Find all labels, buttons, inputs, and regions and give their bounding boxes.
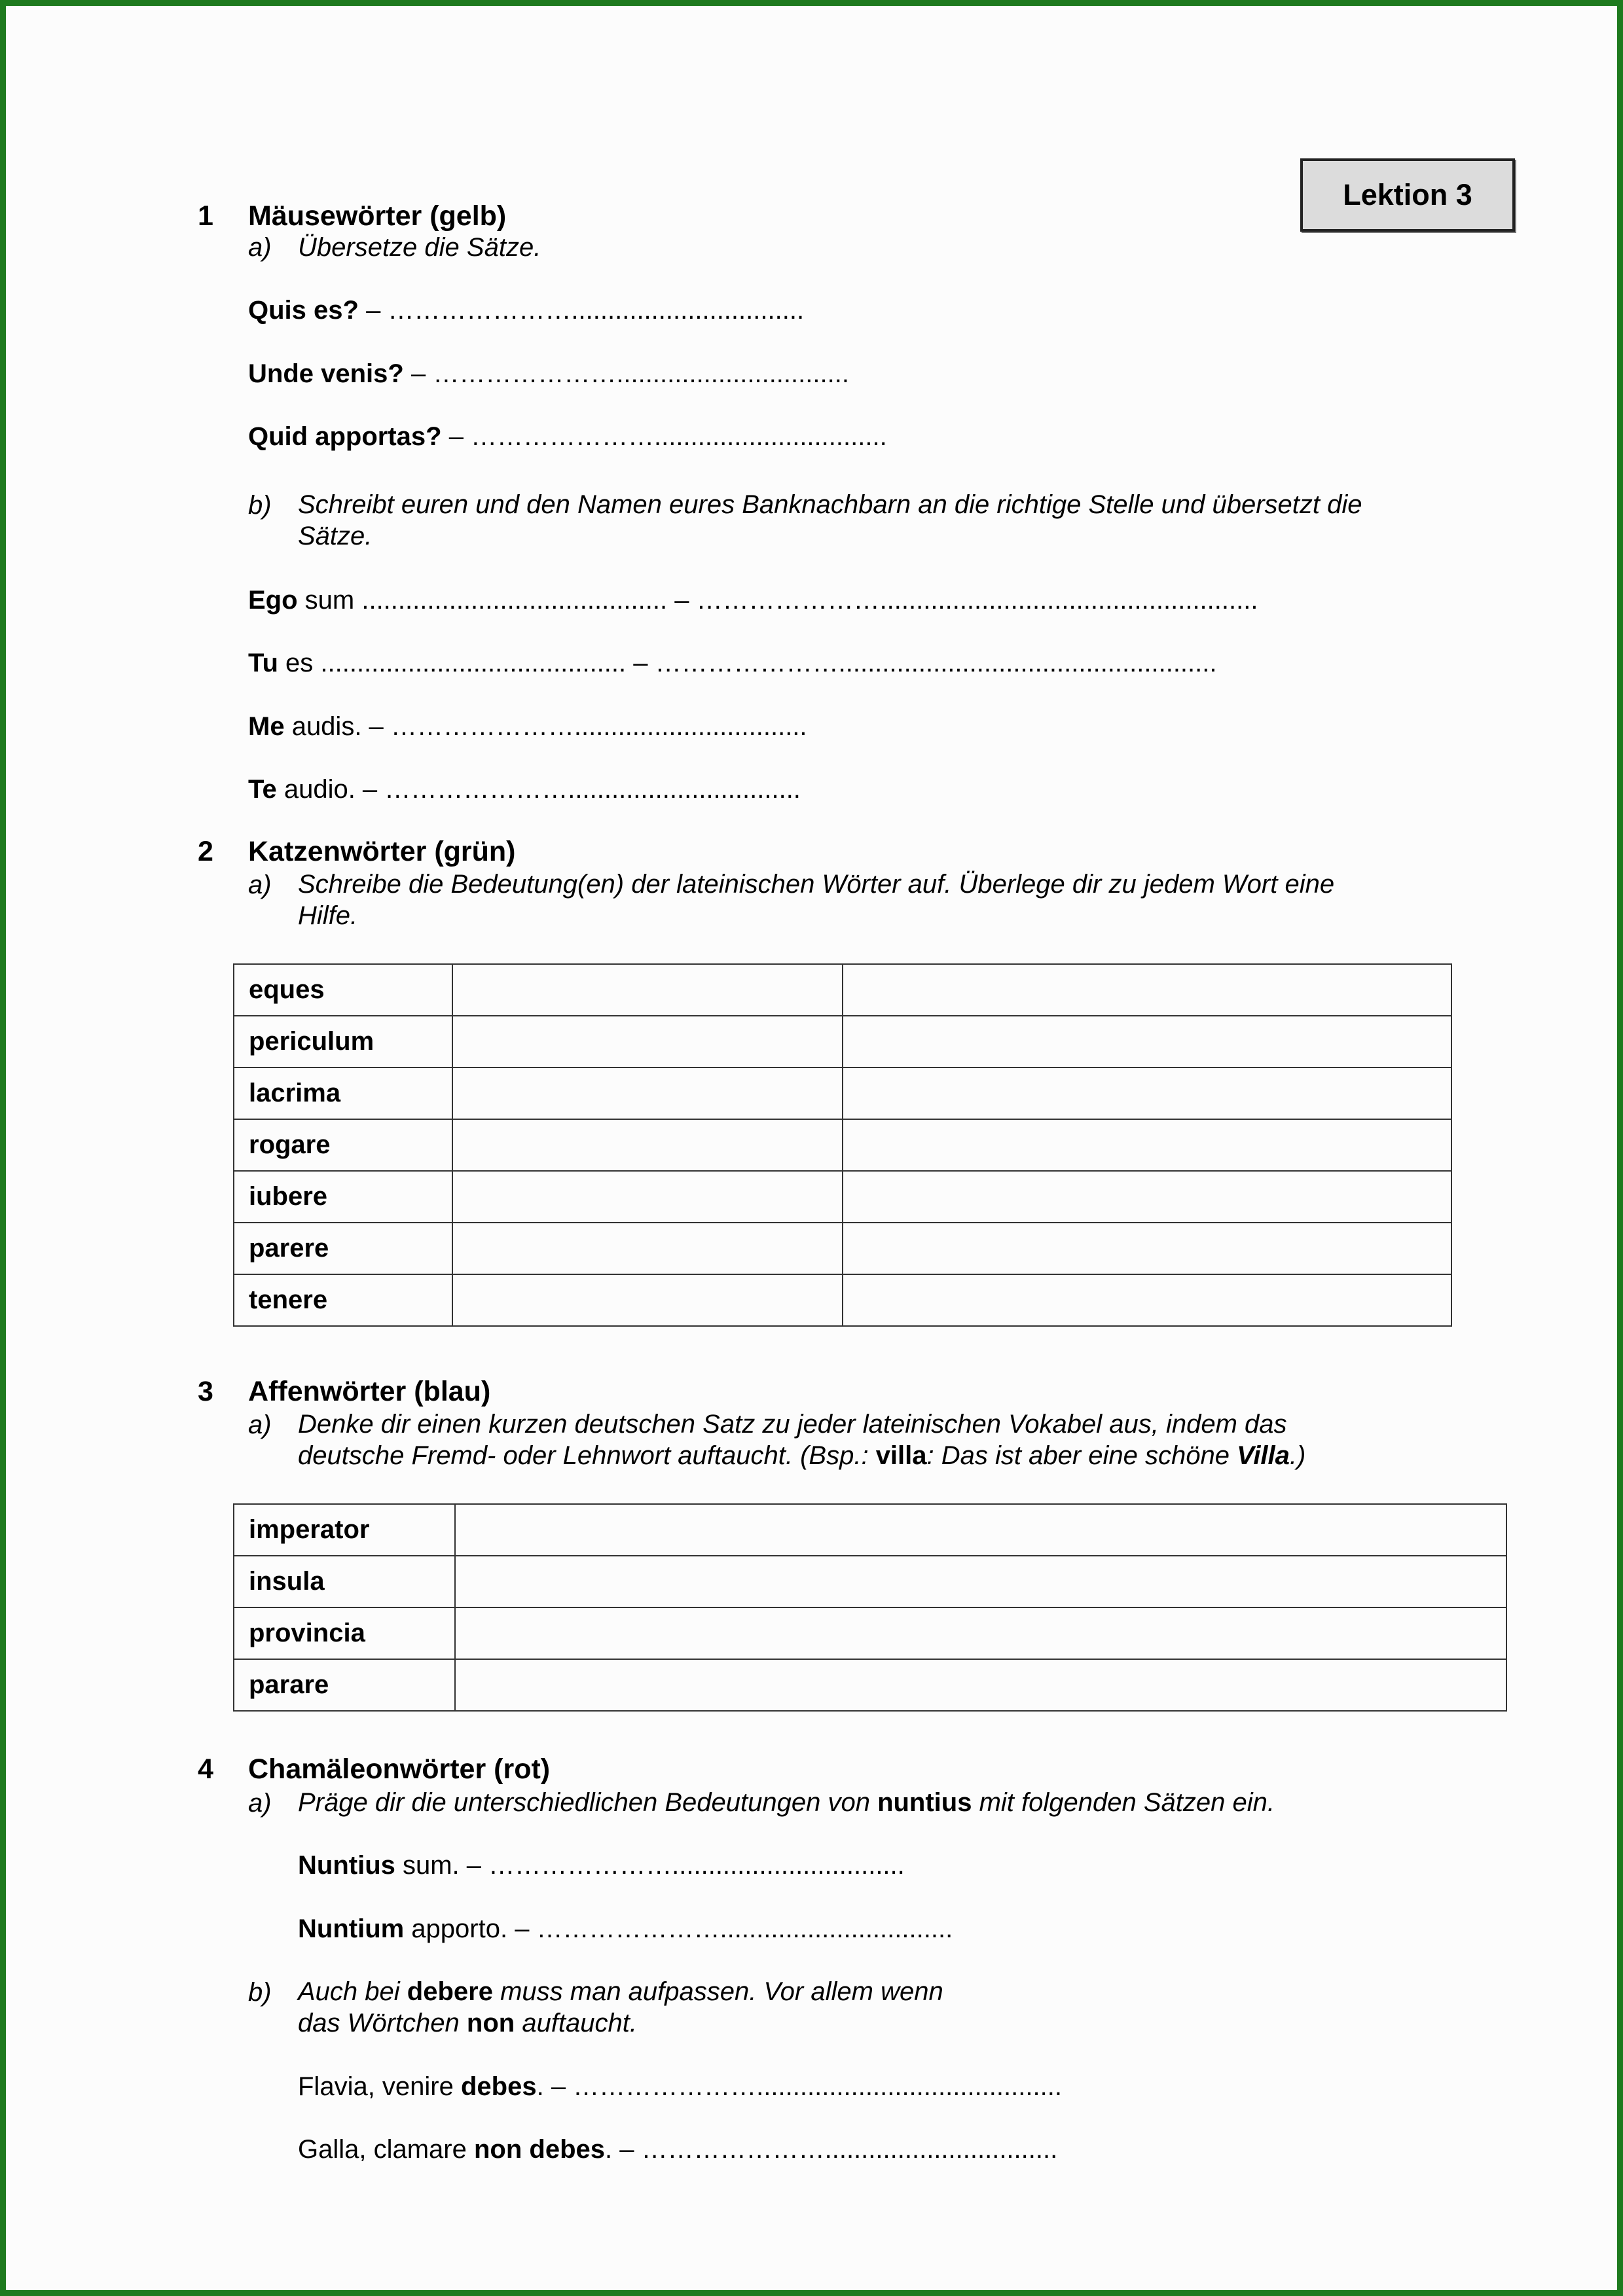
section-3a-instruction-line-2	[298, 1440, 1305, 1471]
latin-phrase: Quid apportas?	[248, 422, 442, 451]
exercise-line-nuntium[interactable]	[298, 1912, 953, 1945]
vocab-word-cell: insula	[234, 1556, 455, 1607]
table-row	[234, 1274, 1451, 1326]
section-4a-instruction	[298, 1787, 1275, 1818]
answer-cell[interactable]	[452, 1274, 843, 1326]
section-1b-instruction-line-1: Schreibt euren und den Namen eures Banknachbarn an die richtige Stelle und übersetzt die	[298, 490, 1362, 519]
section-2a-label: a)	[248, 870, 272, 899]
instr-text: auftaucht.	[515, 2009, 637, 2037]
exercise-line-quis[interactable]	[248, 294, 804, 327]
instr-text: : Das ist aber eine schöne	[926, 1441, 1237, 1470]
answer-cell[interactable]	[452, 1119, 843, 1171]
answer-cell[interactable]	[455, 1659, 1506, 1711]
affen-vocab-table	[233, 1503, 1507, 1712]
answer-cell[interactable]	[452, 964, 843, 1016]
vocab-word-cell: imperator	[234, 1504, 455, 1556]
section-4b-instruction-line-1	[298, 1976, 943, 2007]
vocab-word-cell: iubere	[234, 1171, 452, 1223]
section-1-title: Mäusewörter (gelb)	[248, 200, 507, 232]
answer-dots: apporto. – …………………................................	[404, 1914, 953, 1943]
latin-phrase: Unde venis?	[248, 359, 404, 388]
exercise-line-tu[interactable]	[248, 647, 1217, 679]
latin-word: non debes	[473, 2135, 606, 2164]
table-row	[234, 1067, 1451, 1119]
keyword-nuntius: nuntius	[877, 1788, 972, 1817]
instr-text: Auch bei	[298, 1977, 407, 2006]
example-word-german: Villa	[1237, 1441, 1290, 1470]
exercise-line-galla[interactable]	[298, 2133, 1057, 2166]
exercise-line-quid[interactable]	[248, 420, 887, 453]
answer-dots: – …………………................................	[441, 422, 887, 451]
instr-text: mit folgenden Sätzen ein.	[972, 1788, 1275, 1817]
latin-word: Nuntius	[298, 1851, 395, 1880]
table-row	[234, 1223, 1451, 1274]
vocab-word-cell: parere	[234, 1223, 452, 1274]
answer-dots: – …………………................................	[358, 296, 805, 325]
vocab-word-cell: provincia	[234, 1607, 455, 1659]
exercise-line-te[interactable]	[248, 773, 801, 806]
keyword-debere: debere	[407, 1977, 493, 2006]
exercise-line-nuntius[interactable]	[298, 1849, 905, 1882]
answer-dots: . – …………………..........................................	[536, 2072, 1062, 2101]
answer-cell[interactable]	[455, 1556, 1506, 1607]
exercise-line-me[interactable]	[248, 710, 807, 743]
latin-word: Te	[248, 775, 277, 804]
sentence-text: Galla, clamare	[298, 2135, 474, 2164]
answer-dots: audio. – …………………................................	[276, 775, 801, 804]
section-3-title: Affenwörter (blau)	[248, 1376, 491, 1407]
table-row	[234, 1171, 1451, 1223]
instr-text: .)	[1289, 1441, 1306, 1470]
katzen-vocab-table	[233, 963, 1452, 1327]
vocab-word-cell: parare	[234, 1659, 455, 1711]
exercise-line-ego[interactable]	[248, 584, 1258, 617]
latin-phrase: Quis es?	[248, 296, 359, 325]
section-1a-label: a)	[248, 233, 272, 262]
hint-cell[interactable]	[843, 1016, 1451, 1067]
table-row	[234, 1556, 1506, 1607]
table-row	[234, 1659, 1506, 1711]
latin-word: Nuntium	[298, 1914, 405, 1943]
hint-cell[interactable]	[843, 1223, 1451, 1274]
answer-cell[interactable]	[455, 1504, 1506, 1556]
answer-cell[interactable]	[452, 1223, 843, 1274]
section-1a-instruction: Übersetze die Sätze.	[298, 233, 541, 262]
vocab-word-cell: tenere	[234, 1274, 452, 1326]
hint-cell[interactable]	[843, 1171, 1451, 1223]
keyword-non: non	[466, 2009, 515, 2037]
section-4a-label: a)	[248, 1789, 272, 1818]
section-4b-label: b)	[248, 1978, 272, 2007]
section-3a-label: a)	[248, 1410, 272, 1439]
hint-cell[interactable]	[843, 964, 1451, 1016]
vocab-word-cell: eques	[234, 964, 452, 1016]
exercise-line-unde[interactable]	[248, 357, 849, 390]
table-row	[234, 1016, 1451, 1067]
table-row	[234, 1607, 1506, 1659]
table-row	[234, 964, 1451, 1016]
latin-word: Ego	[248, 586, 298, 615]
sentence-text: Flavia, venire	[298, 2072, 461, 2101]
table-row	[234, 1119, 1451, 1171]
section-2a-instruction-line-1: Schreibe die Bedeutung(en) der lateinischen Wörter auf. Überlege dir zu jedem Wort eine	[298, 870, 1335, 899]
answer-cell[interactable]	[452, 1067, 843, 1119]
section-1b-label: b)	[248, 491, 272, 520]
answer-dots: . – …………………................................	[605, 2135, 1058, 2164]
table-row	[234, 1504, 1506, 1556]
section-1b-instruction-line-2: Sätze.	[298, 522, 373, 550]
hint-cell[interactable]	[843, 1067, 1451, 1119]
vocab-word-cell: lacrima	[234, 1067, 452, 1119]
answer-dots: audis. – …………………................................	[284, 712, 807, 741]
section-4-number: 4	[198, 1753, 213, 1785]
section-2-number: 2	[198, 836, 213, 867]
exercise-line-flavia[interactable]	[298, 2070, 1062, 2103]
section-4-title: Chamäleonwörter (rot)	[248, 1753, 551, 1785]
instr-text: deutsche Fremd- oder Lehnwort auftaucht. (Bsp.:	[298, 1441, 876, 1470]
answer-dots: – …………………................................	[403, 359, 849, 388]
section-4b-instruction-line-2	[298, 2007, 637, 2039]
latin-word: Tu	[248, 649, 278, 677]
lesson-badge: Lektion 3	[1300, 158, 1515, 232]
section-2a-instruction-line-2: Hilfe.	[298, 901, 358, 930]
answer-cell[interactable]	[452, 1016, 843, 1067]
instr-text: Präge dir die unterschiedlichen Bedeutungen von	[298, 1788, 878, 1817]
section-2-title: Katzenwörter (grün)	[248, 836, 516, 867]
answer-dots: sum. – …………………................................	[395, 1851, 905, 1880]
answer-cell[interactable]	[452, 1171, 843, 1223]
section-3a-instruction-line-1: Denke dir einen kurzen deutschen Satz zu jeder lateinischen Vokabel aus, indem das	[298, 1410, 1287, 1439]
instr-text: muss man aufpassen. Vor allem wenn	[492, 1977, 943, 2006]
answer-dots: es .......................................... – …………………....................................................	[278, 649, 1217, 677]
hint-cell[interactable]	[843, 1119, 1451, 1171]
vocab-word-cell: rogare	[234, 1119, 452, 1171]
instr-text: das Wörtchen	[298, 2009, 467, 2037]
answer-dots: sum .......................................... – …………………....................................................	[297, 586, 1258, 615]
answer-cell[interactable]	[455, 1607, 1506, 1659]
latin-word: debes	[460, 2072, 537, 2101]
section-3-number: 3	[198, 1376, 213, 1407]
hint-cell[interactable]	[843, 1274, 1451, 1326]
vocab-word-cell: periculum	[234, 1016, 452, 1067]
example-word: villa	[875, 1441, 927, 1470]
latin-word: Me	[248, 712, 285, 741]
section-1-number: 1	[198, 200, 213, 232]
